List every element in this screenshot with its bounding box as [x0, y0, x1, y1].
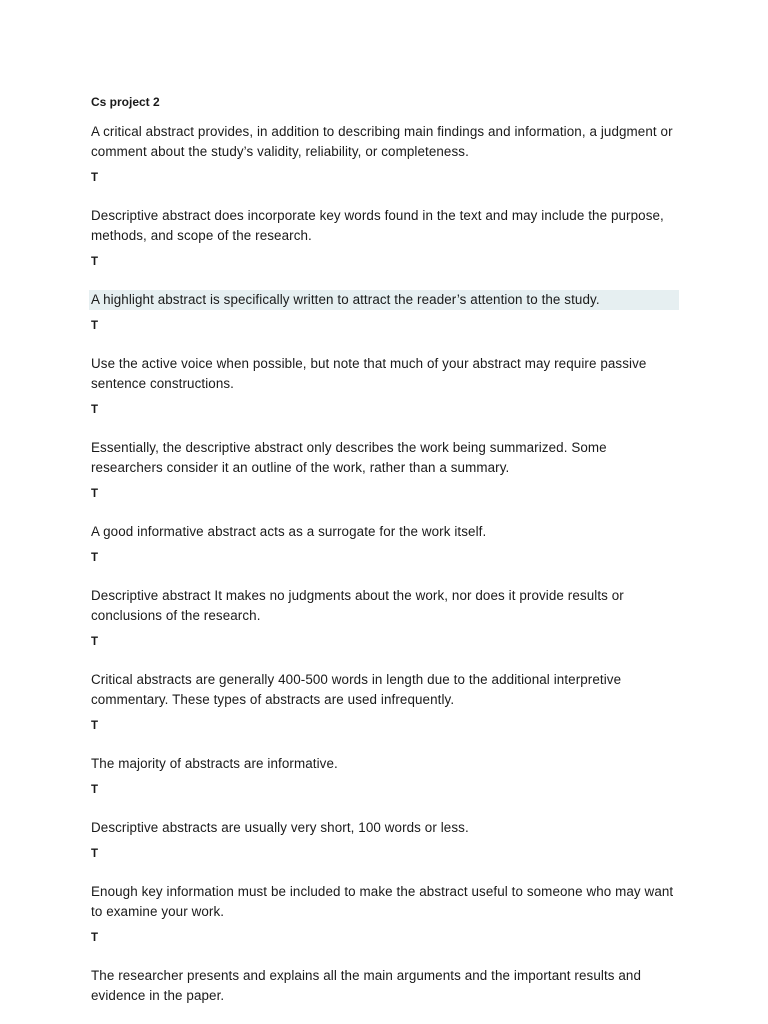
- list-item: [91, 522, 681, 568]
- list-item: [91, 882, 681, 948]
- list-item: [91, 438, 681, 504]
- question-text: Essentially, the descriptive abstract only describes the work being summarized. Some researchers consider it an outline of the work, rather than a summary.: [91, 440, 607, 475]
- list-item: [91, 966, 681, 1006]
- list-item: [91, 670, 681, 736]
- answer-text: T: [91, 932, 99, 944]
- highlighted-question-text: A highlight abstract is specifically written to attract the reader’s attention to the study.: [89, 290, 679, 310]
- answer-text: T: [91, 720, 99, 732]
- answer-text: T: [91, 404, 99, 416]
- question-text: Descriptive abstract does incorporate key words found in the text and may include the purpose, methods, and scope of the research.: [91, 208, 664, 243]
- page-title: Cs project 2: [91, 95, 160, 109]
- answer-text: T: [91, 636, 99, 648]
- question-text: A critical abstract provides, in addition to describing main findings and information, a judgment or comment about the study’s validity, reliability, or completeness.: [91, 124, 673, 159]
- answer-text: T: [91, 320, 99, 332]
- question-text: Descriptive abstracts are usually very short, 100 words or less.: [91, 820, 469, 835]
- list-item: [91, 818, 681, 864]
- question-text: The majority of abstracts are informative.: [91, 756, 338, 771]
- answer-text: T: [91, 848, 99, 860]
- list-item: [91, 754, 681, 800]
- list-item: [91, 354, 681, 420]
- question-text: A good informative abstract acts as a surrogate for the work itself.: [91, 524, 487, 539]
- list-item: [91, 122, 681, 188]
- answer-text: T: [91, 784, 99, 796]
- question-list: [91, 122, 681, 1006]
- list-item: [91, 206, 681, 272]
- list-item: [91, 586, 681, 652]
- answer-text: T: [91, 172, 99, 184]
- question-text: Enough key information must be included to make the abstract useful to someone who may want to examine your work.: [91, 884, 674, 919]
- answer-text: T: [91, 488, 99, 500]
- answer-text: T: [91, 552, 99, 564]
- question-text: The researcher presents and explains all the main arguments and the important results and evidence in the paper.: [91, 968, 642, 1003]
- question-text: Descriptive abstract It makes no judgments about the work, nor does it provide results or conclusions of the research.: [91, 588, 624, 623]
- list-item: [91, 290, 681, 336]
- question-text: Use the active voice when possible, but note that much of your abstract may require passive sentence constructions.: [91, 356, 647, 391]
- answer-text: T: [91, 256, 99, 268]
- question-text: Critical abstracts are generally 400-500 words in length due to the additional interpretive commentary. These types of abstracts are used infrequently.: [91, 672, 622, 707]
